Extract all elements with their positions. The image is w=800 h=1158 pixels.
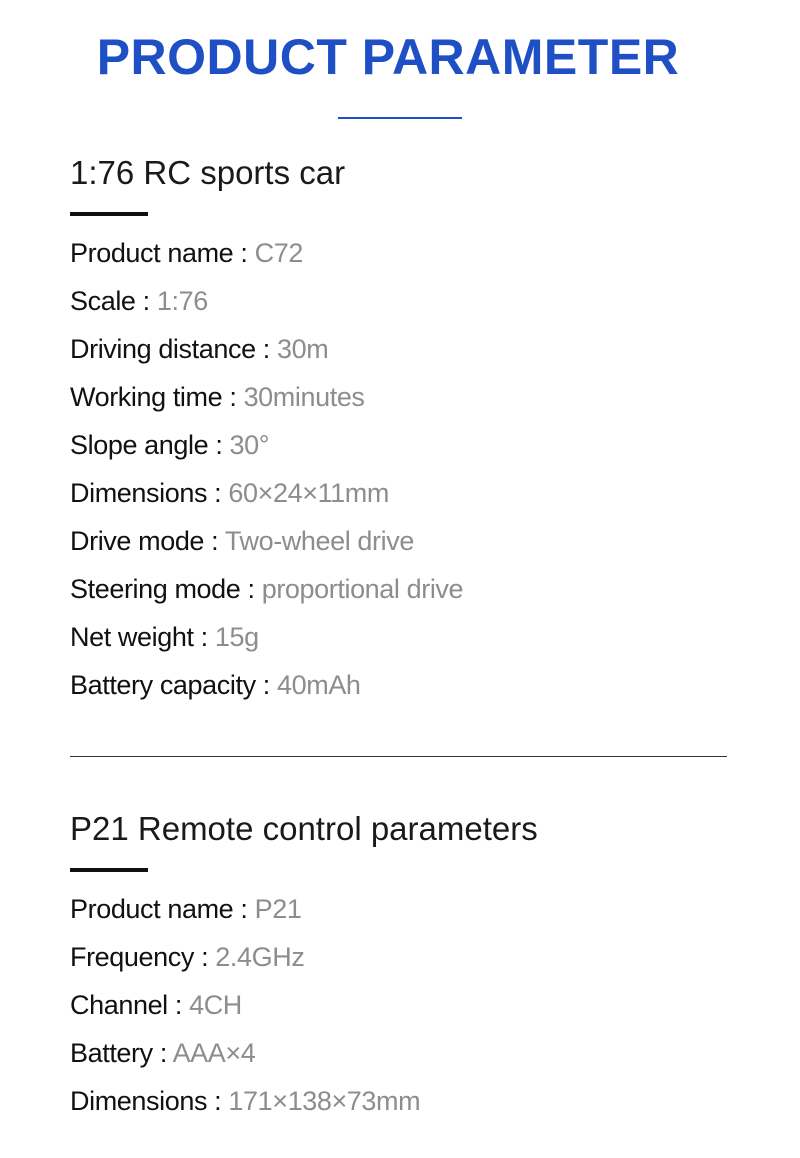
- page-title: PRODUCT PARAMETER: [96, 29, 680, 85]
- spec-row: [70, 565, 463, 613]
- spec-value: 40mAh: [277, 670, 361, 700]
- spec-separator: :: [222, 382, 244, 412]
- spec-value: 171×138×73mm: [228, 1086, 421, 1116]
- spec-label: Steering mode: [70, 574, 241, 604]
- spec-label: Battery: [70, 1038, 153, 1068]
- spec-value: 60×24×11mm: [228, 478, 389, 508]
- spec-label: Driving distance: [70, 334, 256, 364]
- spec-label: Dimensions: [70, 1086, 208, 1116]
- spec-value: P21: [254, 894, 302, 924]
- spec-row: [70, 661, 463, 709]
- spec-row: [70, 981, 420, 1029]
- spec-value: 4CH: [189, 990, 242, 1020]
- spec-label: Working time: [70, 382, 223, 412]
- spec-row: [70, 613, 463, 661]
- spec-value: Two-wheel drive: [224, 526, 414, 556]
- spec-separator: :: [255, 334, 277, 364]
- spec-separator: :: [167, 990, 190, 1020]
- remote-spec-list: [70, 885, 420, 1125]
- spec-label: Dimensions: [70, 478, 208, 508]
- spec-label: Scale: [70, 286, 136, 316]
- spec-row: [70, 517, 463, 565]
- spec-label: Product name: [70, 894, 234, 924]
- remote-section-heading: P21 Remote control parameters: [70, 810, 538, 847]
- car-section-heading: 1:76 RC sports car: [70, 154, 346, 191]
- spec-value: 2.4GHz: [215, 942, 305, 972]
- spec-row: [70, 277, 463, 325]
- spec-label: Slope angle: [70, 430, 209, 460]
- spec-row: [70, 469, 463, 517]
- spec-value: proportional drive: [261, 574, 464, 604]
- spec-label: Net weight: [70, 622, 194, 652]
- spec-row: [70, 229, 463, 277]
- spec-label: Product name: [70, 238, 234, 268]
- spec-row: [70, 325, 463, 373]
- spec-value: 30m: [277, 334, 329, 364]
- spec-separator: :: [255, 670, 277, 700]
- spec-row: [70, 933, 420, 981]
- spec-value: 1:76: [156, 286, 208, 316]
- spec-value: 30minutes: [243, 382, 365, 412]
- spec-separator: :: [152, 1038, 173, 1068]
- spec-separator: :: [207, 1086, 229, 1116]
- spec-label: Drive mode: [70, 526, 205, 556]
- remote-section-heading-bar: [70, 868, 148, 872]
- spec-separator: :: [233, 238, 255, 268]
- spec-separator: :: [208, 430, 230, 460]
- spec-value: C72: [254, 238, 303, 268]
- spec-separator: :: [193, 942, 216, 972]
- section-divider: [70, 756, 727, 757]
- spec-row: [70, 1077, 420, 1125]
- car-section-heading-bar: [70, 212, 148, 216]
- title-underline: [338, 117, 462, 119]
- spec-separator: :: [204, 526, 225, 556]
- spec-row: [70, 373, 463, 421]
- spec-separator: :: [240, 574, 262, 604]
- spec-separator: :: [207, 478, 229, 508]
- spec-value: AAA×4: [172, 1038, 256, 1068]
- car-spec-list: [70, 229, 463, 709]
- spec-label: Battery capacity: [70, 670, 256, 700]
- spec-value: 15g: [214, 622, 259, 652]
- spec-separator: :: [193, 622, 215, 652]
- spec-row: [70, 1029, 420, 1077]
- spec-row: [70, 885, 420, 933]
- spec-separator: :: [135, 286, 157, 316]
- spec-row: [70, 421, 463, 469]
- spec-value: 30°: [229, 430, 270, 460]
- spec-label: Frequency: [70, 942, 194, 972]
- spec-separator: :: [233, 894, 255, 924]
- spec-label: Channel: [70, 990, 168, 1020]
